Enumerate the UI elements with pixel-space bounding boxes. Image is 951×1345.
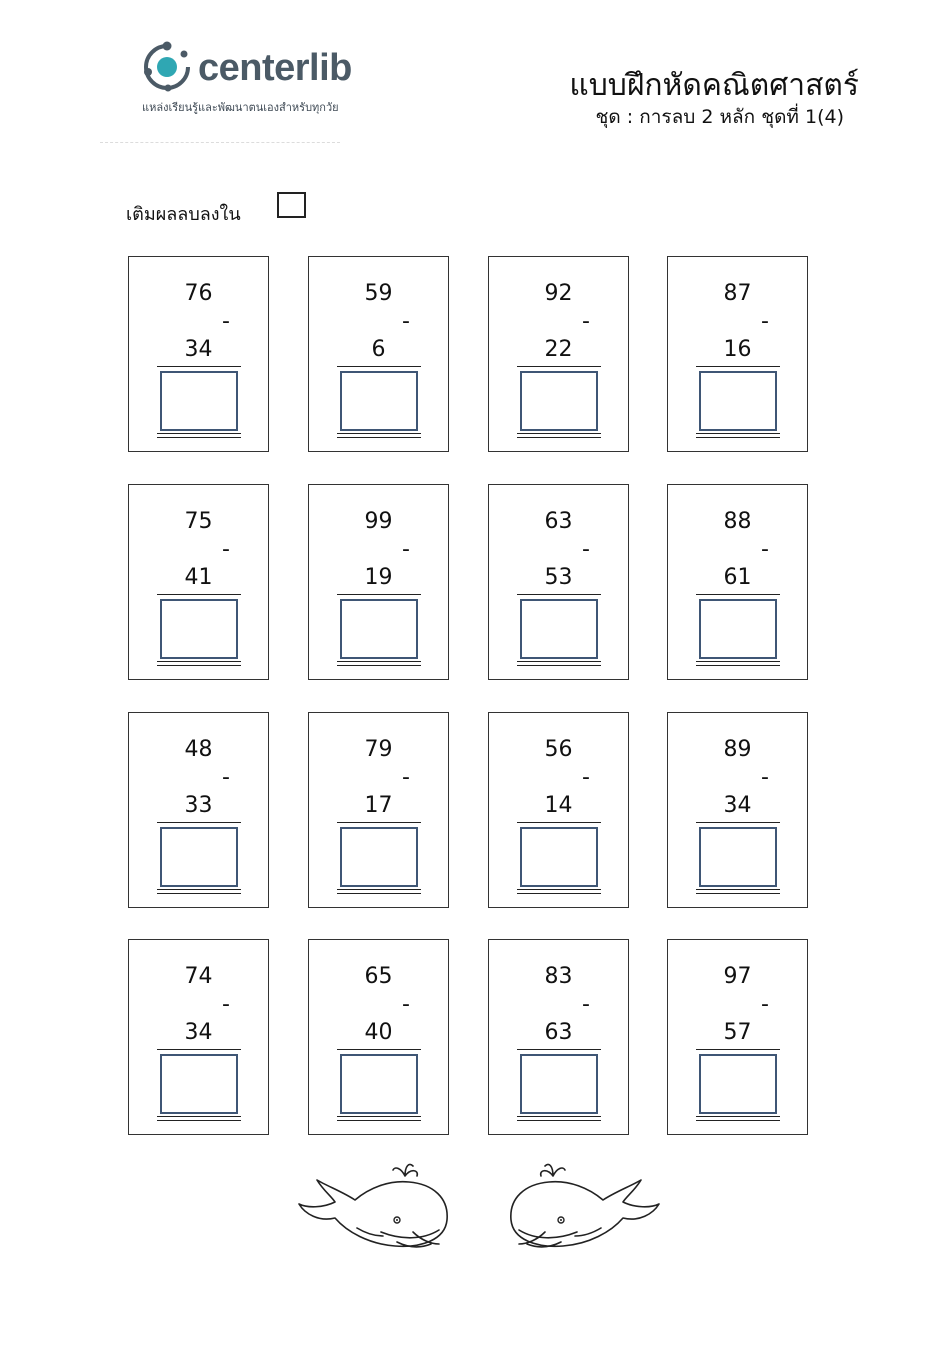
- minuend: 87: [723, 281, 752, 306]
- minus-sign: -: [222, 992, 230, 1017]
- minuend: 92: [544, 281, 573, 306]
- sum-line: [337, 594, 421, 595]
- instruction-text: เติมผลลบลงใน: [126, 204, 241, 225]
- double-underline: [517, 665, 601, 666]
- subtrahend: 57: [723, 1020, 752, 1045]
- minus-sign: -: [582, 765, 590, 790]
- double-underline: [517, 661, 601, 662]
- double-underline: [517, 889, 601, 890]
- problem-card: [667, 712, 808, 908]
- problem-card: [488, 939, 629, 1135]
- double-underline: [157, 1120, 241, 1121]
- sum-line: [696, 822, 780, 823]
- problem-card: [488, 256, 629, 452]
- problem-card: [128, 256, 269, 452]
- problem-card: [667, 939, 808, 1135]
- minus-sign: -: [761, 309, 769, 334]
- minus-sign: -: [222, 537, 230, 562]
- minuend: 59: [364, 281, 393, 306]
- sum-line: [157, 366, 241, 367]
- sum-line: [696, 1049, 780, 1050]
- double-underline: [696, 433, 780, 434]
- sum-line: [696, 366, 780, 367]
- double-underline: [517, 893, 601, 894]
- logo-tagline: แหล่งเรียนรู้และพัฒนาตนเองสำหรับทุกวัย: [142, 101, 339, 114]
- answer-box[interactable]: [160, 599, 238, 659]
- double-underline: [337, 893, 421, 894]
- answer-box[interactable]: [340, 1054, 418, 1114]
- minuend: 97: [723, 964, 752, 989]
- minuend: 56: [544, 737, 573, 762]
- minuend: 79: [364, 737, 393, 762]
- sum-line: [337, 1049, 421, 1050]
- answer-box[interactable]: [699, 599, 777, 659]
- answer-box[interactable]: [699, 371, 777, 431]
- minus-sign: -: [222, 765, 230, 790]
- double-underline: [696, 1120, 780, 1121]
- double-underline: [517, 1120, 601, 1121]
- double-underline: [337, 433, 421, 434]
- problem-card: [128, 484, 269, 680]
- sum-line: [517, 594, 601, 595]
- double-underline: [337, 665, 421, 666]
- answer-box[interactable]: [160, 371, 238, 431]
- double-underline: [337, 889, 421, 890]
- answer-box[interactable]: [520, 827, 598, 887]
- double-underline: [517, 1116, 601, 1117]
- answer-box[interactable]: [160, 827, 238, 887]
- minus-sign: -: [761, 537, 769, 562]
- double-underline: [157, 661, 241, 662]
- double-underline: [157, 889, 241, 890]
- problem-card: [308, 939, 449, 1135]
- problem-card: [308, 256, 449, 452]
- minuend: 75: [184, 509, 213, 534]
- double-underline: [517, 437, 601, 438]
- minus-sign: -: [582, 992, 590, 1017]
- minuend: 65: [364, 964, 393, 989]
- sum-line: [696, 594, 780, 595]
- sum-line: [157, 594, 241, 595]
- subtrahend: 34: [723, 793, 752, 818]
- problem-card: [488, 712, 629, 908]
- worksheet-title: แบบฝึกหัดคณิตศาสตร์: [569, 68, 859, 103]
- answer-box[interactable]: [520, 371, 598, 431]
- answer-box[interactable]: [520, 599, 598, 659]
- double-underline: [337, 1116, 421, 1117]
- subtrahend: 33: [184, 793, 213, 818]
- sum-line: [337, 366, 421, 367]
- minus-sign: -: [582, 309, 590, 334]
- minuend: 99: [364, 509, 393, 534]
- minus-sign: -: [582, 537, 590, 562]
- problem-card: [128, 939, 269, 1135]
- subtrahend: 19: [364, 565, 393, 590]
- minus-sign: -: [761, 992, 769, 1017]
- minuend: 76: [184, 281, 213, 306]
- double-underline: [157, 433, 241, 434]
- minus-sign: -: [402, 309, 410, 334]
- double-underline: [696, 893, 780, 894]
- logo-brand: centerlib: [198, 47, 352, 89]
- answer-box[interactable]: [699, 1054, 777, 1114]
- subtrahend: 40: [364, 1020, 393, 1045]
- answer-box[interactable]: [699, 827, 777, 887]
- subtrahend: 34: [184, 337, 213, 362]
- subtrahend: 34: [184, 1020, 213, 1045]
- subtrahend: 61: [723, 565, 752, 590]
- minuend: 74: [184, 964, 213, 989]
- answer-box[interactable]: [520, 1054, 598, 1114]
- sum-line: [337, 822, 421, 823]
- answer-box[interactable]: [160, 1054, 238, 1114]
- subtrahend: 53: [544, 565, 573, 590]
- double-underline: [157, 437, 241, 438]
- subtrahend: 17: [364, 793, 393, 818]
- double-underline: [696, 665, 780, 666]
- subtrahend: 16: [723, 337, 752, 362]
- answer-box[interactable]: [340, 371, 418, 431]
- problem-card: [667, 256, 808, 452]
- problem-card: [308, 484, 449, 680]
- sum-line: [157, 1049, 241, 1050]
- double-underline: [337, 437, 421, 438]
- minus-sign: -: [402, 992, 410, 1017]
- problem-card: [667, 484, 808, 680]
- whale-icon: [495, 1158, 661, 1254]
- subtrahend: 14: [544, 793, 573, 818]
- double-underline: [337, 1120, 421, 1121]
- sum-line: [157, 822, 241, 823]
- sum-line: [517, 822, 601, 823]
- minuend: 88: [723, 509, 752, 534]
- double-underline: [517, 433, 601, 434]
- minus-sign: -: [402, 765, 410, 790]
- double-underline: [157, 893, 241, 894]
- answer-box[interactable]: [340, 599, 418, 659]
- minus-sign: -: [222, 309, 230, 334]
- subtrahend: 41: [184, 565, 213, 590]
- subtrahend: 22: [544, 337, 573, 362]
- problem-card: [488, 484, 629, 680]
- problem-card: [128, 712, 269, 908]
- double-underline: [157, 1116, 241, 1117]
- minuend: 83: [544, 964, 573, 989]
- minuend: 48: [184, 737, 213, 762]
- problem-card: [308, 712, 449, 908]
- answer-box[interactable]: [340, 827, 418, 887]
- double-underline: [696, 437, 780, 438]
- double-underline: [696, 889, 780, 890]
- sum-line: [517, 1049, 601, 1050]
- minus-sign: -: [402, 537, 410, 562]
- double-underline: [157, 665, 241, 666]
- double-underline: [696, 1116, 780, 1117]
- minus-sign: -: [761, 765, 769, 790]
- sum-line: [517, 366, 601, 367]
- subtrahend: 6: [371, 337, 386, 362]
- subtrahend: 63: [544, 1020, 573, 1045]
- minuend: 89: [723, 737, 752, 762]
- whale-icon: [297, 1158, 463, 1254]
- minuend: 63: [544, 509, 573, 534]
- double-underline: [337, 661, 421, 662]
- worksheet-subtitle: ชุด : การลบ 2 หลัก ชุดที่ 1(4): [595, 106, 844, 128]
- double-underline: [696, 661, 780, 662]
